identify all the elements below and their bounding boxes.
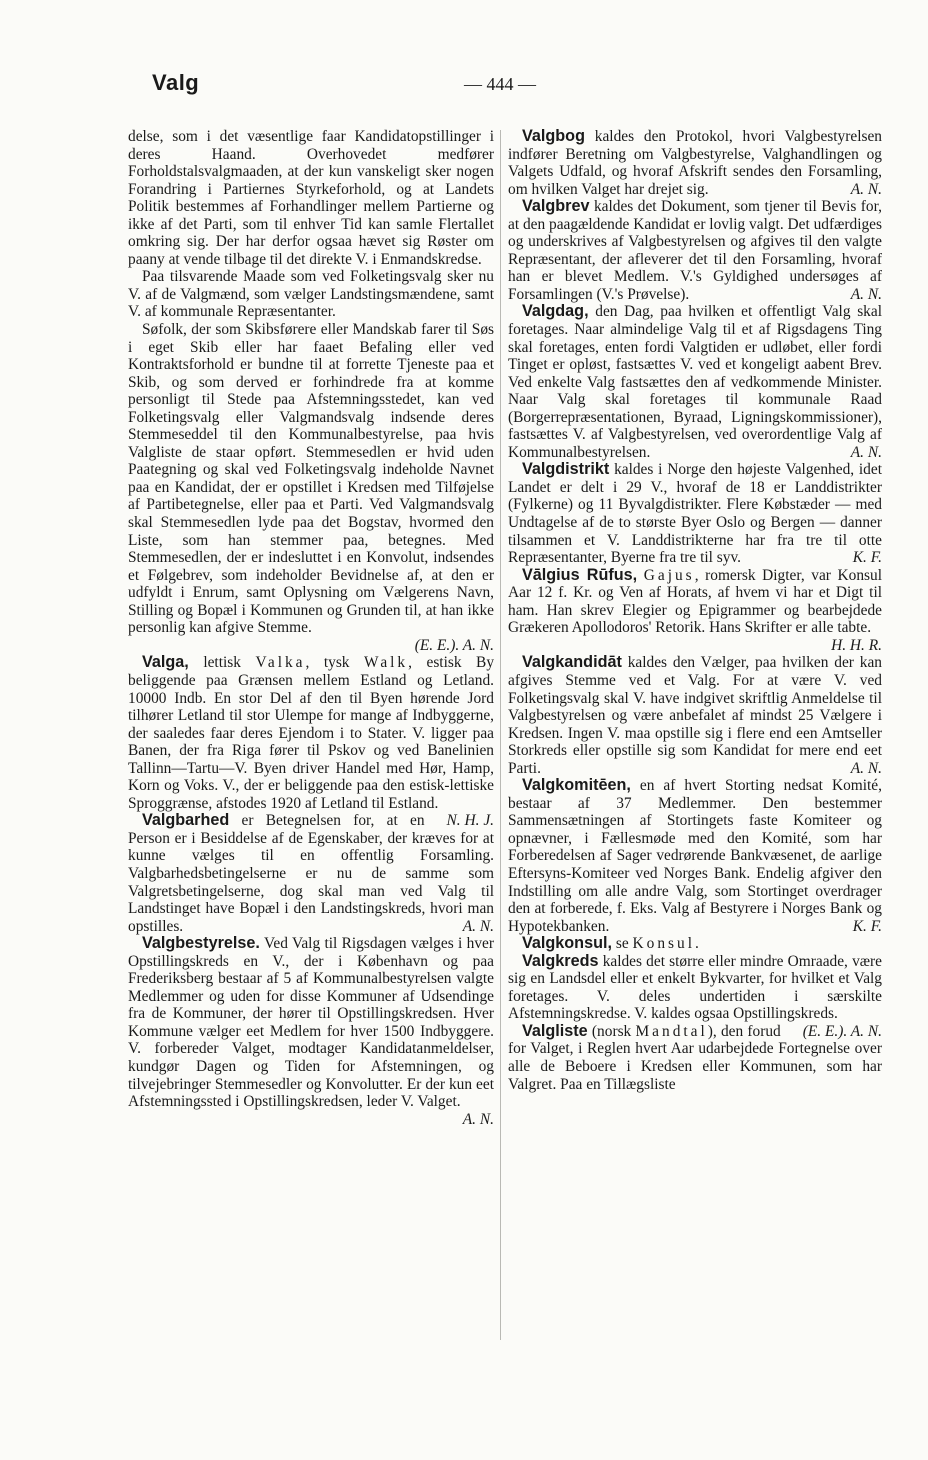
author-signature: (E. E.). A. N.	[802, 1022, 882, 1040]
author-signature: A. N.	[462, 1110, 494, 1128]
entry-text: den Dag, paa hvilken et offentligt Valg skal foretages. Naar almindelige Valg til et af Rigsdagens Ting skal foretages, enten fordi Valgtiden er udløbet, eller fordi Tinget er opløst, fastsættes V. ved et kongeligt aabent Brev. Ved enkelte Valg fastsættes den af vedkommende Minister. Naar Valg skal foretages til kommunale Raad (Borgerrepræsentationen, Byraad, Ligningskommissioner), fastsættes V. af Valgbestyrelsen, ved overordentlige Valg af Kommunalbestyrelsen.	[508, 303, 882, 461]
entry-text: kaldes det større eller mindre Omraade, være sig en Landsdel eller et enkelt Bykvarter, for hvilket et Valg foretages. V. deles undertiden i særskilte Afstemningskredse. V. kaldes ogsaa Opstillingskreds.	[508, 952, 882, 1023]
right-column	[508, 128, 882, 1093]
left-column	[128, 128, 494, 1128]
entry-text: se	[615, 935, 629, 953]
entry-term: Valgkomitēen,	[522, 776, 631, 795]
entry-text: Mandtal	[635, 1022, 708, 1040]
entry-term: Valgdistrikt	[522, 460, 610, 479]
author-signature: K. F.	[852, 917, 882, 935]
entry-text: (norsk	[591, 1022, 632, 1040]
author-signature: A. N.	[462, 917, 494, 935]
entry-text: .	[694, 935, 699, 953]
cross-reference: Konsul	[632, 935, 695, 953]
entry-text: en af hvert Storting nedsat Komité, bestaar af 37 Medlemmer. Den bestemmer Sammensætningen af Stortingets faste Komiteer og opnævner, i Fællesmøde med den Komité, som har Forberedelsen af Sager vedrørende Bankvæsenet, de aarlige Eftersyns-Komiteer ved Norges Bank. Endelig afgiver den Indstilling om alle andre Valg, som Stortinget overdrager den at forberede, f. Eks. Valg af Bestyrere i Norges Bank og Hypotekbanken.	[508, 777, 882, 935]
entry-valgkonsul	[508, 935, 882, 953]
entry-valgbestyrelse	[128, 934, 494, 1128]
author-signature: N. H. J.	[446, 812, 494, 830]
entry-term: Valgbestyrelse.	[142, 934, 260, 953]
author-signature: H. H. R.	[831, 636, 882, 654]
entry-text: ), den forud for Valget, i Reglen hvert Aar udarbejdede Fortegnelse over alle de Beboere i Kredsen eller Kommunen, som har Valgret. Paa en Tillægsliste	[508, 1022, 882, 1093]
entry-term: Valgdag,	[522, 302, 589, 321]
continued-text: delse, som i det væsentlige faar Kandidatopstillinger i deres Haand. Overhovedet medfører Forholdstalsvalgmaaden, at der kun vanskeligt sker nogen Forandring i Partiernes Styrkeforhold, og at Landets Politik bestemmes af Forhandlinger mellem Partierne og ikke af det Parti, som til enhver Tid kan samle Flertallet omkring sig. Der har derfor ogsaa hævet sig Røster om paany at vende tilbage til det direkte V. i Enmandskredse.	[128, 128, 494, 268]
author-signature: A. N.	[850, 759, 882, 777]
entry-text: , tysk	[305, 654, 350, 672]
paragraph	[128, 321, 494, 637]
entry-text: kaldes det Dokument, som tjener til Bevis for, at den paagældende Kandidat er lovlig valgt. Det udfærdiges og underskrives af Valgbestyrelsen og afgives til den valgte Repræsentant, der afleverer det til den Forsamling, hvoraf han er blevet Medlem. V.'s Gyldighed undersøges af Forsamlingen (V.'s Prøvelse).	[508, 198, 882, 303]
entry-term: Vālgius Rūfus,	[522, 565, 638, 584]
column-divider	[500, 130, 501, 1340]
headword: Valg	[152, 70, 200, 95]
entry-text: lettisk	[203, 654, 241, 672]
entry-text: Walk	[364, 654, 409, 672]
entry-valgkomiteen	[508, 777, 882, 935]
entry-term: Valgbog	[522, 127, 585, 145]
entry-term: Valgliste	[522, 1021, 588, 1040]
entry-term: Valga,	[142, 653, 189, 672]
entry-text: Gajus	[643, 566, 695, 584]
running-head	[0, 70, 928, 102]
entry-term: Valgkreds	[522, 951, 599, 970]
entry-term: Valgkonsul,	[522, 934, 612, 953]
entry-valgdistrikt	[508, 461, 882, 566]
entry-term: Valgkandidāt	[522, 653, 622, 672]
author-signature: K. F.	[852, 549, 882, 567]
entry-text: kaldes den Protokol, hvori Valgbestyrelsen indfører Beretning om Valgbestyrelse, Valghandlingen og Valgets Udfald, og hvoraf Afskrift sendes den Forsamling, om hvilken Valget har drejet sig.	[508, 128, 882, 198]
entry-valgbarhed	[128, 812, 494, 935]
entry-valgkandidat	[508, 654, 882, 777]
entry-text: kaldes den Vælger, paa hvilken der kan afgives Stemme ved et Valg. For at være V. ved Folketingsvalg skal V. have indgivet skriftlig Anmeldelse til Valgbestyrelsen og være anbefalet af mindst 25 Vælgere i Kredsen. Ingen V. maa opstille sig i flere end een Amtseller Storkreds eller opstille sig som Kandidat for mere end eet Parti.	[508, 654, 882, 777]
author-signature: A. N.	[850, 180, 882, 198]
entry-text: , romersk Digter, var Konsul Aar 12 f. Kr. og Ven af Horats, af hvem vi har et Digt til ham. Han skrev Elegier og Epigrammer og bearbejdede Grækeren Apollodoros' Retorik. Hans Skrifter er alle tabte.	[508, 566, 882, 637]
entry-valgdag	[508, 303, 882, 461]
entry-text: , estisk By beliggende paa Grænsen mellem Estland og Letland. 10000 Indb. En stor Del af den til Byen hørende Jord tilhører Letland til stor Ulempe for mange af Indbyggerne, der saaledes faar deres Ejendom i to Stater. V. ligger paa Banen, der fra Riga fører til Pskov og ved Banelinien Tallinn—Tartu—V. Byen driver Handel med Hør, Hamp, Korn og Voks. V., der er beliggende paa den estisk-lettiske Sproggrænse, afstodes 1920 af Letland til Estland.	[128, 654, 495, 812]
paragraph: Paa tilsvarende Maade som ved Folketingsvalg sker nu V. af de Valgmænd, som vælger Landstingsmændene, samt V. af kommunale Repræsentanter.	[128, 268, 494, 321]
entry-text: kaldes i Norge den højeste Valgenhed, idet Landet er delt i 29 V., hvoraf de 18 er Landdistrikter (Fylkerne) og 11 Byvalgdistrikter. Flere Købstæder — med Undtagelse af de to største Byer Oslo og Bergen — danner tilsammen et V. Landdistrikterne har fra tre til otte Repræsentanter, Byerne fra tre til syv.	[508, 461, 882, 567]
author-signature: (E. E.). A. N.	[414, 636, 494, 654]
author-signature: A. N.	[850, 285, 882, 303]
entry-valgbog	[508, 128, 882, 198]
entry-term: Valgbrev	[522, 197, 590, 216]
paragraph-text: Søfolk, der som Skibsførere eller Mandskab farer til Søs i eget Skib eller har faaet Befaling eller ved Kontraktsforhold er bundne til at forrette Tjeneste paa et Skib, og som derved er forhindrede fra at komme personligt til Stede paa Afstemningsstedet, kan ved Folketingsvalg eller Valgmandsvalg indsende deres Stemmeseddel til den Kommunalbestyrelse, paa hvis Valgliste de staar opført. Stemmesedlen er hvid uden Paategning og skal ved Folketingsvalg indeholde Navnet paa en Kandidat, der er opstillet i Kredsen med Tilføjelse af Partibetegnelse, eller paa et Parti. Ved Valgmandsvalg skal Stemmesedlen lyde paa det Bogstav, hvormed den Liste, som han stemmer paa, betegnes. Med Stemmesedlen, der er indesluttet i en Konvolut, indsendes et Følgebrev, som indeholder Bevidnelse af, at den er udfyldt i Enrum, samt Oplysning om Vælgerens Navn, Stilling og Bopæl i Kommunen og Grunden til, at han ikke personlig kan afgive Stemme.	[128, 321, 494, 637]
author-signature: A. N.	[850, 443, 882, 461]
entry-valgbrev	[508, 198, 882, 303]
entry-term: Valgbarhed	[142, 811, 230, 830]
entry-text: Valka	[255, 654, 306, 672]
entry-text: Ved Valg til Rigsdagen vælges i hver Opstillingskreds en V., der i København og paa Frederiksberg bestaar af 5 af Kommunalbestyrelsen valgte Medlemmer og uden for disse Kommuner af Udsendinge fra de Kommuner, der hører til Opstillingskredsen. Hver Kommune vælger eet Medlem for hver 1500 Indbyggere. V. forbereder Valget, modtager Kandidatanmeldelser, kundgør Dagen og Tiden for Afstemningen, og tilvejebringer Stemmesedler og Konvolutter. Er der kun eet Afstemningssted i Opstillingskredsen, leder V. Valget.	[128, 935, 494, 1111]
page-number: — 444 —	[464, 74, 536, 94]
entry-valgius-rufus	[508, 567, 882, 637]
entry-text: er Betegnelsen for, at en Person er i Besiddelse af de Egenskaber, der kræves for at kunne vælges til en offentlig Forsamling. Valgbarhedsbetingelserne er nu de samme som Valgretsbetingelserne, dog skal man ved Valg til Landstinget have Bopæl i den Landstingskreds, hvori man opstilles.	[128, 812, 494, 935]
